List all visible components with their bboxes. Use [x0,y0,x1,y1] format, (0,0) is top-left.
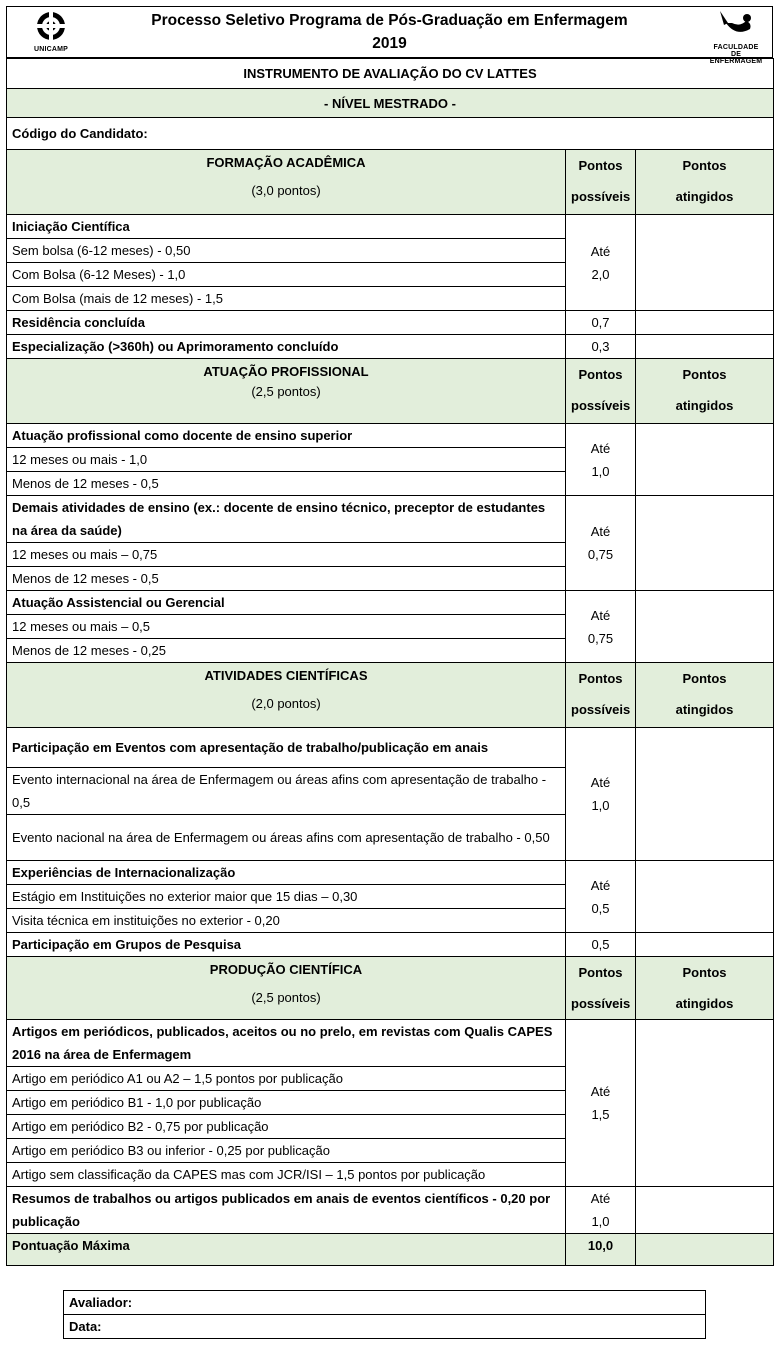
score-cell[interactable] [636,728,774,861]
max-points: Até 0,75 [566,591,636,663]
score-cell[interactable] [636,591,774,663]
criterion-title: Residência concluída [7,311,566,335]
total-score-cell[interactable] [636,1234,774,1266]
section-scientific-production-header: PRODUÇÃO CIENTÍFICA (2,5 pontos) [7,957,566,1020]
max-points: Até 2,0 [566,215,636,311]
max-points: 0,7 [566,311,636,335]
possible-points-header: Pontos possíveis [566,957,636,1020]
criterion-item: Menos de 12 meses - 0,25 [7,639,566,663]
criterion-item: Evento nacional na área de Enfermagem ou áreas afins com apresentação de trabalho - 0,50 [7,815,566,861]
criterion-title: Atuação Assistencial ou Gerencial [7,591,566,615]
criterion-item: Artigo em periódico B3 ou inferior - 0,25 por publicação [7,1139,566,1163]
criterion-item: Artigo em periódico A1 ou A2 – 1,5 pontos por publicação [7,1067,566,1091]
evaluation-table [6,58,774,1266]
criterion-item: Menos de 12 meses - 0,5 [7,567,566,591]
criterion-title: Iniciação Científica [7,215,566,239]
score-cell[interactable] [636,335,774,359]
unicamp-logo [23,11,79,53]
score-cell[interactable] [636,496,774,591]
section-academic-header: FORMAÇÃO ACADÊMICA (3,0 pontos) [7,150,566,215]
nursing-lamp-icon [716,9,756,41]
possible-points-header: Pontos possíveis [566,150,636,215]
max-points: 0,5 [566,933,636,957]
max-points: Até 1,0 [566,728,636,861]
max-points: Até 1,0 [566,1187,636,1234]
total-value: 10,0 [566,1234,636,1266]
criterion-title: Artigos em periódicos, publicados, aceitos ou no prelo, em revistas com Qualis CAPES 2016 na área de Enfermagem [7,1020,566,1067]
max-points: Até 1,5 [566,1020,636,1187]
criterion-title: Atuação profissional como docente de ensino superior [7,424,566,448]
score-cell[interactable] [636,933,774,957]
criterion-item: Sem bolsa (6-12 meses) - 0,50 [7,239,566,263]
date-field[interactable]: Data: [64,1315,706,1339]
criterion-title: Demais atividades de ensino (ex.: docente de ensino técnico, preceptor de estudantes na área da saúde) [7,496,566,543]
criterion-item: Artigo em periódico B1 - 1,0 por publicação [7,1091,566,1115]
possible-points-header: Pontos possíveis [566,663,636,728]
criterion-item: 12 meses ou mais - 1,0 [7,448,566,472]
max-points: Até 0,5 [566,861,636,933]
criterion-item: 12 meses ou mais – 0,5 [7,615,566,639]
section-professional-header: ATUAÇÃO PROFISSIONAL (2,5 pontos) [7,359,566,424]
achieved-points-header: Pontos atingidos [636,957,774,1020]
evaluator-field[interactable]: Avaliador: [64,1291,706,1315]
signature-table [63,1290,706,1339]
evaluation-form [6,6,773,1266]
criterion-item: Evento internacional na área de Enfermagem ou áreas afins com apresentação de trabalho - 0,5 [7,768,566,815]
score-cell[interactable] [636,1020,774,1187]
section-scientific-activities-header: ATIVIDADES CIENTÍFICAS (2,0 pontos) [7,663,566,728]
criterion-item: Com Bolsa (6-12 Meses) - 1,0 [7,263,566,287]
criterion-item: Estágio em Instituições no exterior maior que 15 dias – 0,30 [7,885,566,909]
unicamp-logo-text: UNICAMP [33,46,69,53]
score-cell[interactable] [636,1187,774,1234]
max-points: 0,3 [566,335,636,359]
form-header [6,6,773,65]
criterion-title: Experiências de Internacionalização [7,861,566,885]
achieved-points-header: Pontos atingidos [636,359,774,424]
page-title: Processo Seletivo Programa de Pós-Graduação em Enfermagem 2019 [151,12,628,52]
criterion-title: Participação em Eventos com apresentação de trabalho/publicação em anais [7,728,566,768]
criterion-item: Com Bolsa (mais de 12 meses) - 1,5 [7,287,566,311]
total-label: Pontuação Máxima [7,1234,566,1266]
criterion-item: Artigo em periódico B2 - 0,75 por publicação [7,1115,566,1139]
candidate-code-label: Código do Candidato: [7,118,774,150]
max-points: Até 0,75 [566,496,636,591]
score-cell[interactable] [636,861,774,933]
score-cell[interactable] [636,424,774,496]
score-cell[interactable] [636,311,774,335]
criterion-title: Especialização (>360h) ou Aprimoramento concluído [7,335,566,359]
unicamp-emblem-icon [31,11,71,43]
criterion-item: Menos de 12 meses - 0,5 [7,472,566,496]
max-points: Até 1,0 [566,424,636,496]
achieved-points-header: Pontos atingidos [636,663,774,728]
criterion-item: Artigo sem classificação da CAPES mas com JCR/ISI – 1,5 pontos por publicação [7,1163,566,1187]
faculdade-enfermagem-logo: FACULDADE DE ENFERMAGEM [708,9,764,65]
criterion-title: Resumos de trabalhos ou artigos publicados em anais de eventos científicos - 0,20 por publicação [7,1187,566,1234]
criterion-title: Participação em Grupos de Pesquisa [7,933,566,957]
instrument-title: INSTRUMENTO DE AVALIAÇÃO DO CV LATTES [7,59,774,89]
criterion-item: Visita técnica em instituições no exterior - 0,20 [7,909,566,933]
criterion-item: 12 meses ou mais – 0,75 [7,543,566,567]
possible-points-header: Pontos possíveis [566,359,636,424]
score-cell[interactable] [636,215,774,311]
level-title: - NÍVEL MESTRADO - [7,89,774,118]
achieved-points-header: Pontos atingidos [636,150,774,215]
